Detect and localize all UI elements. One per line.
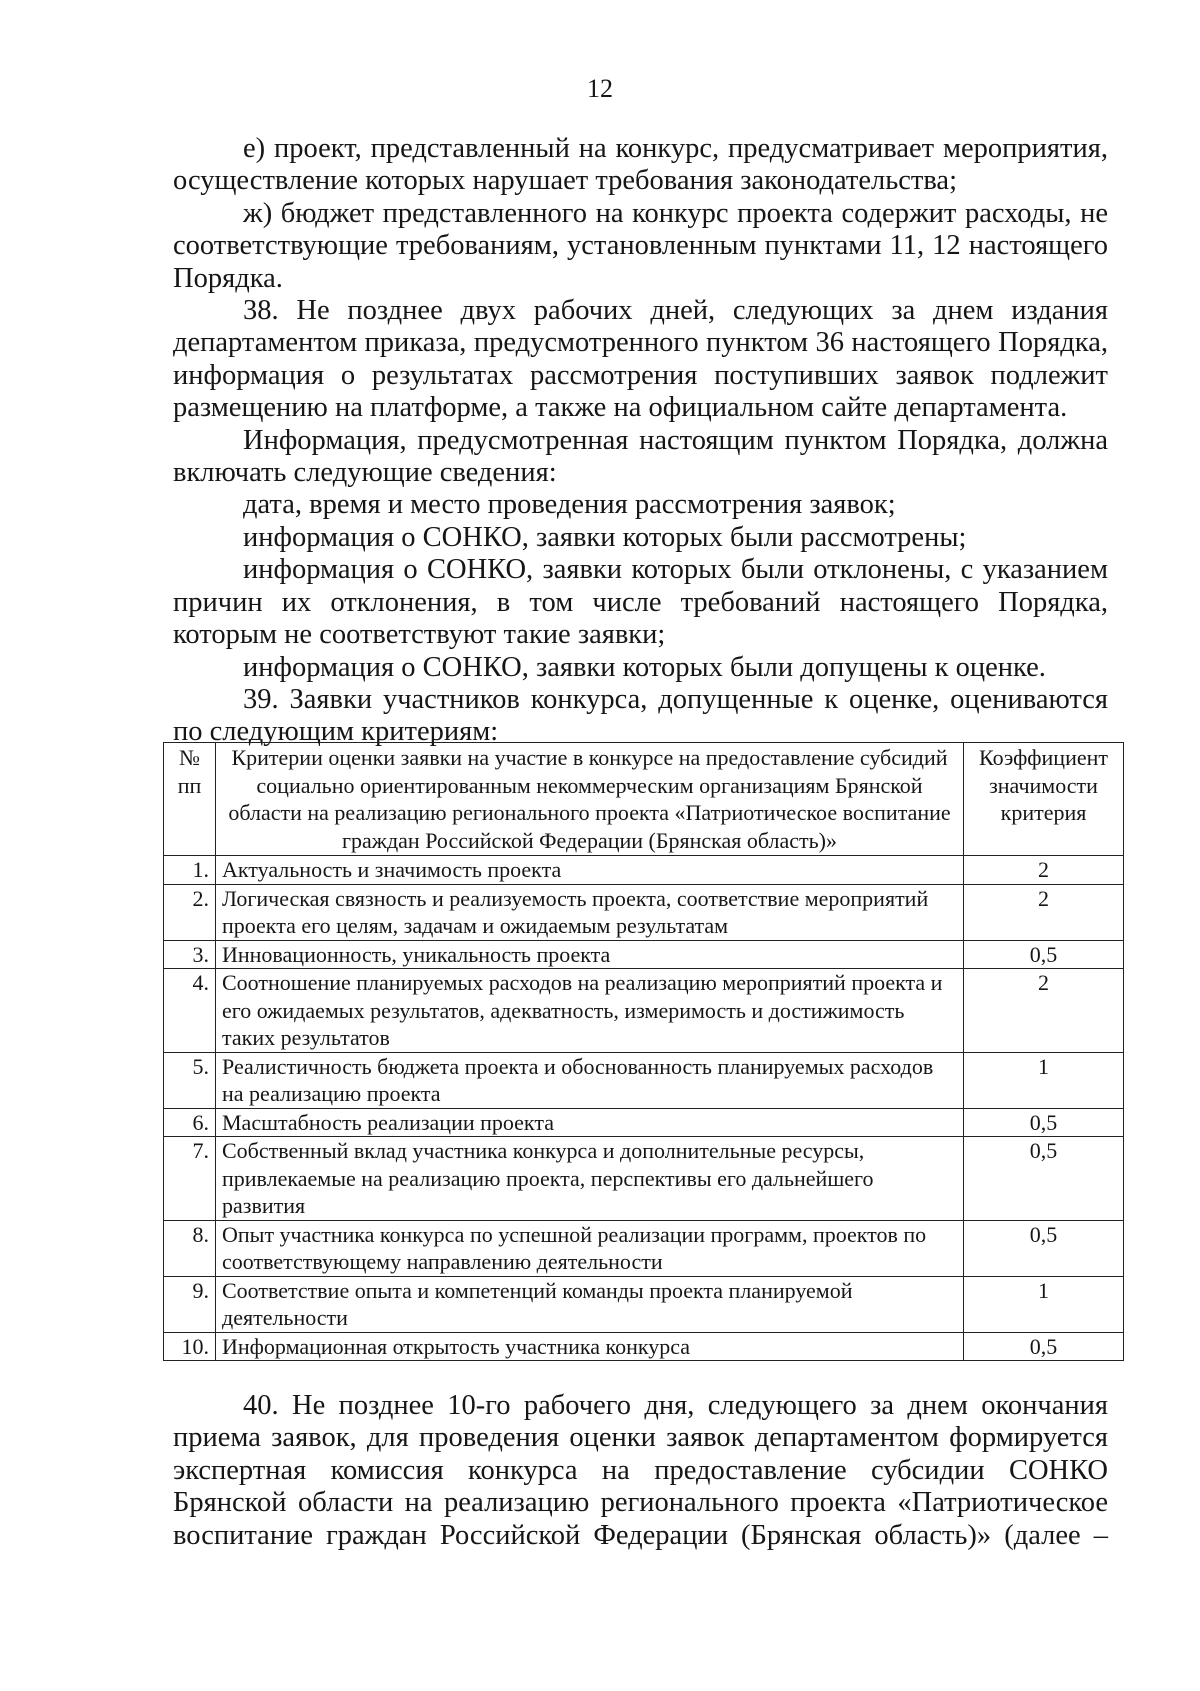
row-number: 5. — [164, 1052, 216, 1108]
row-number: 9. — [164, 1276, 216, 1332]
list-item-date: дата, время и место проведения рассмотрения заявок; — [243, 489, 896, 521]
paragraph-info: Информация, предусмотренная настоящим пунктом Порядка, должна включать следующие сведения: — [173, 424, 1108, 489]
paragraph-38: 38. Не позднее двух рабочих дней, следующих за днем издания департаментом приказа, предусмотренного пунктом 36 настоящего Порядка, информация о результатах рассмотрения поступивших заявок подлежит размещению на платформе, а также на официальном сайте департамента. — [173, 295, 1108, 424]
row-coefficient: 1 — [964, 1052, 1124, 1108]
row-number: 4. — [164, 969, 216, 1053]
row-criterion: Логическая связность и реализуемость проекта, соответствие мероприятий проекта его целям, задачам и ожидаемым результатам — [216, 884, 964, 940]
body-text-after-table — [173, 1390, 1108, 1552]
row-coefficient: 2 — [964, 856, 1124, 885]
header-num: № пп — [164, 743, 216, 856]
paragraph-40: 40. Не позднее 10-го рабочего дня, следующего за днем окончания приема заявок, для проведения оценки заявок департаментом формируется экспертная комиссия конкурса на предоставление субсидии СОНКО Брянской области на реализацию регионального проекта «Патриотическое воспитание граждан Российской Федерации (Брянская область)» (далее – — [173, 1390, 1108, 1551]
row-coefficient: 0,5 — [964, 940, 1124, 969]
row-number: 1. — [164, 856, 216, 885]
row-criterion: Масштабность реализации проекта — [216, 1108, 964, 1137]
row-criterion: Собственный вклад участника конкурса и дополнительные ресурсы, привлекаемые на реализацию проекта, перспективы его дальнейшего развития — [216, 1137, 964, 1221]
row-number: 10. — [164, 1332, 216, 1361]
header-coef: Коэффициент значимости критерия — [964, 743, 1124, 856]
row-coefficient: 0,5 — [964, 1108, 1124, 1137]
row-criterion: Соотношение планируемых расходов на реализацию мероприятий проекта и его ожидаемых результатов, адекватность, измеримость и достижимость таких результатов — [216, 969, 964, 1053]
row-number: 6. — [164, 1108, 216, 1137]
list-item-admitted: информация о СОНКО, заявки которых были допущены к оценке. — [243, 651, 1046, 683]
row-number: 2. — [164, 884, 216, 940]
row-criterion: Информационная открытость участника конкурса — [216, 1332, 964, 1361]
page-number: 12 — [587, 74, 613, 103]
table-body — [164, 856, 1124, 1361]
paragraph-39: 39. Заявки участников конкурса, допущенные к оценке, оцениваются по следующим критериям: — [173, 683, 1108, 748]
row-coefficient: 2 — [964, 884, 1124, 940]
table-row — [164, 856, 1124, 885]
row-number: 8. — [164, 1220, 216, 1276]
row-number: 7. — [164, 1137, 216, 1221]
row-criterion: Соответствие опыта и компетенций команды проекта планируемой деятельности — [216, 1276, 964, 1332]
table-row — [164, 1276, 1124, 1332]
table-row — [164, 1332, 1124, 1361]
row-criterion: Реалистичность бюджета проекта и обоснованность планируемых расходов на реализацию проекта — [216, 1052, 964, 1108]
row-criterion: Опыт участника конкурса по успешной реализации программ, проектов по соответствующему направлению деятельности — [216, 1220, 964, 1276]
row-criterion: Инновационность, уникальность проекта — [216, 940, 964, 969]
table-row — [164, 1137, 1124, 1221]
row-coefficient: 2 — [964, 969, 1124, 1053]
list-item-reviewed: информация о СОНКО, заявки которых были рассмотрены; — [243, 521, 967, 553]
list-item-rejected: информация о СОНКО, заявки которых были отклонены, с указанием причин их отклонения, в том числе требований настоящего Порядка, которым не соответствуют такие заявки; — [173, 554, 1108, 651]
table-row — [164, 884, 1124, 940]
row-number: 3. — [164, 940, 216, 969]
criteria-table — [163, 742, 1124, 1361]
paragraph-e: е) проект, представленный на конкурс, предусматривает мероприятия, осуществление которых нарушает требования законодательства; — [173, 133, 1108, 197]
table-row — [164, 1220, 1124, 1276]
table-row — [164, 969, 1124, 1053]
header-criteria: Критерии оценки заявки на участие в конкурсе на предоставление субсидий социально ориентированным некоммерческим организациям Брянской области на реализацию регионального проекта «Патриотическое воспитание граждан Российской Федерации (Брянская область)» — [216, 743, 964, 856]
row-coefficient: 0,5 — [964, 1137, 1124, 1221]
row-criterion: Актуальность и значимость проекта — [216, 856, 964, 885]
row-coefficient: 0,5 — [964, 1332, 1124, 1361]
table-header-row — [164, 743, 1124, 856]
table-row — [164, 1052, 1124, 1108]
row-coefficient: 0,5 — [964, 1220, 1124, 1276]
body-text-before-table — [173, 133, 1108, 749]
table-row — [164, 940, 1124, 969]
row-coefficient: 1 — [964, 1276, 1124, 1332]
paragraph-zh: ж) бюджет представленного на конкурс проекта содержит расходы, не соответствующие требованиям, установленным пунктами 11, 12 настоящего Порядка. — [173, 197, 1108, 294]
table-row — [164, 1108, 1124, 1137]
